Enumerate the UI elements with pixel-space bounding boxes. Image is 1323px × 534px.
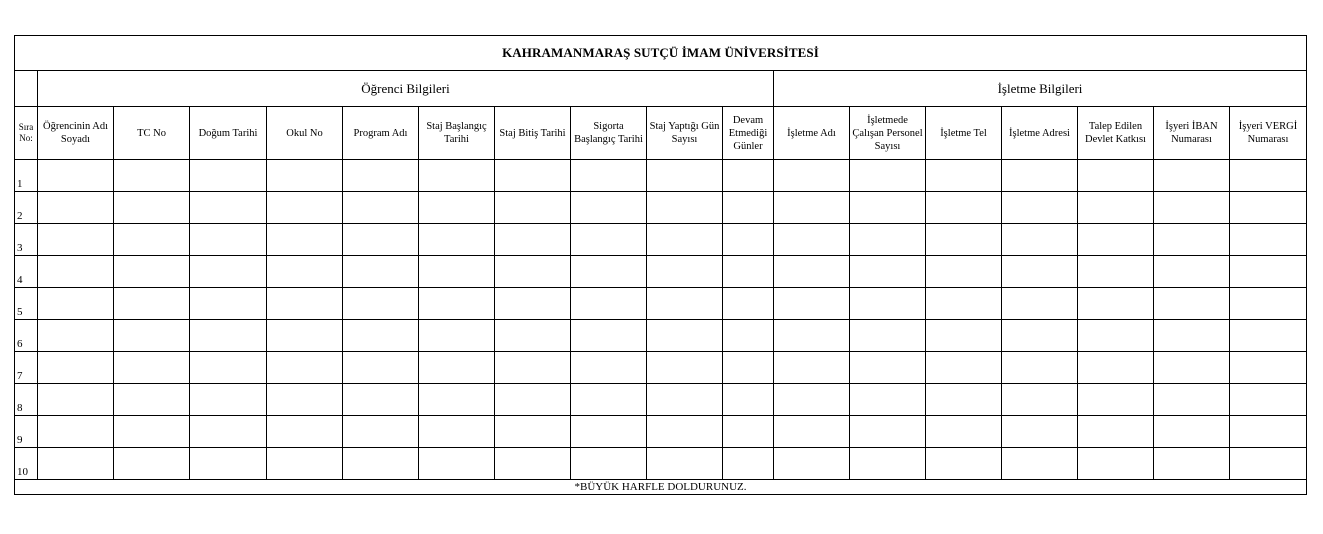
student-info-header: Öğrenci Bilgileri xyxy=(38,71,774,107)
form-cell[interactable] xyxy=(1154,416,1230,448)
form-cell[interactable] xyxy=(38,352,114,384)
form-cell[interactable] xyxy=(647,416,723,448)
form-cell[interactable] xyxy=(774,448,850,480)
form-cell[interactable] xyxy=(850,160,926,192)
form-cell[interactable] xyxy=(343,160,419,192)
form-cell[interactable] xyxy=(343,352,419,384)
form-cell[interactable] xyxy=(419,224,495,256)
form-cell[interactable] xyxy=(1002,448,1078,480)
table-row xyxy=(15,448,1307,480)
form-cell[interactable] xyxy=(647,224,723,256)
form-cell[interactable] xyxy=(419,448,495,480)
form-cell[interactable] xyxy=(723,224,774,256)
form-cell[interactable] xyxy=(267,288,343,320)
uppercase-note: *BÜYÜK HARFLE DOLDURUNUZ. xyxy=(15,480,1307,495)
form-cell[interactable] xyxy=(571,224,647,256)
form-cell[interactable] xyxy=(1230,160,1307,192)
form-cell[interactable] xyxy=(419,288,495,320)
form-cell[interactable] xyxy=(1230,224,1307,256)
form-cell[interactable] xyxy=(774,416,850,448)
form-cell[interactable] xyxy=(850,320,926,352)
table-row xyxy=(15,320,1307,352)
form-cell[interactable] xyxy=(419,160,495,192)
form-cell[interactable] xyxy=(114,416,190,448)
form-cell[interactable] xyxy=(850,384,926,416)
form-cell[interactable] xyxy=(114,320,190,352)
form-cell[interactable] xyxy=(1154,384,1230,416)
form-cell[interactable] xyxy=(1154,256,1230,288)
form-cell[interactable] xyxy=(850,288,926,320)
form-cell[interactable] xyxy=(1154,448,1230,480)
form-cell[interactable] xyxy=(1002,416,1078,448)
form-cell[interactable] xyxy=(850,192,926,224)
form-cell[interactable] xyxy=(571,288,647,320)
form-cell[interactable] xyxy=(267,224,343,256)
form-cell[interactable] xyxy=(343,288,419,320)
form-cell[interactable] xyxy=(343,384,419,416)
column-header: Devam Etmediği Günler xyxy=(723,107,774,160)
form-cell[interactable] xyxy=(114,384,190,416)
form-cell[interactable] xyxy=(38,384,114,416)
form-cell[interactable] xyxy=(190,352,267,384)
form-cell[interactable] xyxy=(647,448,723,480)
form-cell[interactable] xyxy=(267,256,343,288)
form-cell[interactable] xyxy=(774,352,850,384)
data-rows xyxy=(15,160,1307,480)
form-cell[interactable] xyxy=(1230,384,1307,416)
table-row xyxy=(15,256,1307,288)
group-header-row xyxy=(15,71,1307,107)
form-cell[interactable] xyxy=(926,448,1002,480)
form-cell[interactable] xyxy=(38,224,114,256)
form-cell[interactable] xyxy=(1230,288,1307,320)
column-header: Talep Edilen Devlet Katkısı xyxy=(1078,107,1154,160)
form-cell[interactable] xyxy=(267,416,343,448)
form-cell[interactable] xyxy=(774,288,850,320)
form-cell[interactable] xyxy=(1230,192,1307,224)
form-cell[interactable] xyxy=(1078,160,1154,192)
column-header: Staj Bitiş Tarihi xyxy=(495,107,571,160)
row-number: 10 xyxy=(15,448,38,480)
form-cell[interactable] xyxy=(343,320,419,352)
form-cell[interactable] xyxy=(723,160,774,192)
column-header: İşyeri VERGİ Numarası xyxy=(1230,107,1307,160)
column-header: İşyeri İBAN Numarası xyxy=(1154,107,1230,160)
row-number: 5 xyxy=(15,288,38,320)
column-header-row xyxy=(15,107,1307,160)
form-cell[interactable] xyxy=(114,160,190,192)
form-cell[interactable] xyxy=(190,288,267,320)
form-cell[interactable] xyxy=(38,160,114,192)
form-cell[interactable] xyxy=(1078,384,1154,416)
form-cell[interactable] xyxy=(267,384,343,416)
form-cell[interactable] xyxy=(850,352,926,384)
form-cell[interactable] xyxy=(419,384,495,416)
form-cell[interactable] xyxy=(647,288,723,320)
form-cell[interactable] xyxy=(1078,448,1154,480)
row-number: 4 xyxy=(15,256,38,288)
footer-row xyxy=(15,480,1307,495)
title-row xyxy=(15,36,1307,71)
table-row xyxy=(15,352,1307,384)
row-number: 7 xyxy=(15,352,38,384)
form-cell[interactable] xyxy=(419,192,495,224)
internship-form-table xyxy=(14,35,1307,495)
form-cell[interactable] xyxy=(38,256,114,288)
form-cell[interactable] xyxy=(1154,352,1230,384)
form-cell[interactable] xyxy=(38,288,114,320)
form-cell[interactable] xyxy=(1002,224,1078,256)
form-cell[interactable] xyxy=(774,320,850,352)
table-row xyxy=(15,288,1307,320)
column-header: Staj Başlangıç Tarihi xyxy=(419,107,495,160)
form-cell[interactable] xyxy=(1078,256,1154,288)
form-cell[interactable] xyxy=(926,352,1002,384)
row-number: 6 xyxy=(15,320,38,352)
form-cell[interactable] xyxy=(926,192,1002,224)
form-cell[interactable] xyxy=(495,224,571,256)
form-cell[interactable] xyxy=(343,256,419,288)
table-row xyxy=(15,416,1307,448)
form-cell[interactable] xyxy=(571,160,647,192)
form-cell[interactable] xyxy=(38,448,114,480)
form-cell[interactable] xyxy=(571,448,647,480)
column-header: Sigorta Başlangıç Tarihi xyxy=(571,107,647,160)
row-number: 2 xyxy=(15,192,38,224)
form-cell[interactable] xyxy=(1230,448,1307,480)
form-cell[interactable] xyxy=(190,320,267,352)
form-cell[interactable] xyxy=(267,448,343,480)
form-cell[interactable] xyxy=(267,320,343,352)
column-header: Okul No xyxy=(267,107,343,160)
form-cell[interactable] xyxy=(723,192,774,224)
group-spacer-cell xyxy=(15,71,38,107)
form-cell[interactable] xyxy=(1078,320,1154,352)
form-cell[interactable] xyxy=(1154,192,1230,224)
form-cell[interactable] xyxy=(1078,224,1154,256)
form-cell[interactable] xyxy=(190,384,267,416)
form-cell[interactable] xyxy=(495,448,571,480)
form-cell[interactable] xyxy=(114,448,190,480)
column-header: Öğrencinin Adı Soyadı xyxy=(38,107,114,160)
form-cell[interactable] xyxy=(774,192,850,224)
form-cell[interactable] xyxy=(495,160,571,192)
form-cell[interactable] xyxy=(343,224,419,256)
form-cell[interactable] xyxy=(1078,416,1154,448)
column-header: Sıra No: xyxy=(15,107,38,160)
form-cell[interactable] xyxy=(1078,352,1154,384)
form-cell[interactable] xyxy=(1154,224,1230,256)
form-cell[interactable] xyxy=(1002,320,1078,352)
form-cell[interactable] xyxy=(926,288,1002,320)
form-cell[interactable] xyxy=(495,416,571,448)
form-cell[interactable] xyxy=(571,256,647,288)
form-cell[interactable] xyxy=(1154,320,1230,352)
form-cell[interactable] xyxy=(1002,352,1078,384)
form-cell[interactable] xyxy=(926,320,1002,352)
form-cell[interactable] xyxy=(1230,352,1307,384)
university-title: KAHRAMANMARAŞ SUTÇÜ İMAM ÜNİVERSİTESİ xyxy=(15,36,1307,71)
form-cell[interactable] xyxy=(343,448,419,480)
form-cell[interactable] xyxy=(571,192,647,224)
row-number: 9 xyxy=(15,416,38,448)
form-cell[interactable] xyxy=(647,192,723,224)
form-cell[interactable] xyxy=(850,256,926,288)
column-header: Doğum Tarihi xyxy=(190,107,267,160)
form-cell[interactable] xyxy=(723,352,774,384)
form-cell[interactable] xyxy=(571,320,647,352)
form-cell[interactable] xyxy=(343,192,419,224)
form-cell[interactable] xyxy=(850,416,926,448)
form-cell[interactable] xyxy=(38,416,114,448)
form-cell[interactable] xyxy=(774,224,850,256)
form-cell[interactable] xyxy=(267,192,343,224)
form-cell[interactable] xyxy=(1154,288,1230,320)
business-info-header: İşletme Bilgileri xyxy=(774,71,1307,107)
form-cell[interactable] xyxy=(723,288,774,320)
column-header: İşletme Tel xyxy=(926,107,1002,160)
form-cell[interactable] xyxy=(926,160,1002,192)
form-cell[interactable] xyxy=(1230,320,1307,352)
form-cell[interactable] xyxy=(774,256,850,288)
form-cell[interactable] xyxy=(495,384,571,416)
form-cell[interactable] xyxy=(926,224,1002,256)
form-cell[interactable] xyxy=(723,320,774,352)
form-cell[interactable] xyxy=(38,320,114,352)
column-header: İşletme Adı xyxy=(774,107,850,160)
form-cell[interactable] xyxy=(114,288,190,320)
row-number: 1 xyxy=(15,160,38,192)
form-cell[interactable] xyxy=(114,192,190,224)
form-cell[interactable] xyxy=(267,160,343,192)
form-cell[interactable] xyxy=(723,448,774,480)
column-header: Program Adı xyxy=(343,107,419,160)
form-cell[interactable] xyxy=(190,224,267,256)
form-cell[interactable] xyxy=(647,256,723,288)
form-cell[interactable] xyxy=(850,224,926,256)
form-cell[interactable] xyxy=(723,416,774,448)
form-cell[interactable] xyxy=(419,320,495,352)
column-header: Staj Yaptığı Gün Sayısı xyxy=(647,107,723,160)
form-cell[interactable] xyxy=(1002,288,1078,320)
form-cell[interactable] xyxy=(1002,192,1078,224)
form-cell[interactable] xyxy=(495,320,571,352)
form-cell[interactable] xyxy=(926,416,1002,448)
form-cell[interactable] xyxy=(1002,384,1078,416)
form-cell[interactable] xyxy=(926,256,1002,288)
form-cell[interactable] xyxy=(1078,288,1154,320)
form-cell[interactable] xyxy=(926,384,1002,416)
row-number: 3 xyxy=(15,224,38,256)
form-cell[interactable] xyxy=(723,384,774,416)
table-row xyxy=(15,224,1307,256)
form-cell[interactable] xyxy=(774,384,850,416)
form-cell[interactable] xyxy=(190,160,267,192)
form-cell[interactable] xyxy=(114,352,190,384)
form-cell[interactable] xyxy=(267,352,343,384)
form-cell[interactable] xyxy=(1002,160,1078,192)
form-cell[interactable] xyxy=(850,448,926,480)
form-cell[interactable] xyxy=(1230,256,1307,288)
form-cell[interactable] xyxy=(114,224,190,256)
form-cell[interactable] xyxy=(190,192,267,224)
form-cell[interactable] xyxy=(114,256,190,288)
table-row xyxy=(15,192,1307,224)
form-cell[interactable] xyxy=(571,416,647,448)
form-cell[interactable] xyxy=(419,352,495,384)
form-cell[interactable] xyxy=(647,352,723,384)
form-cell[interactable] xyxy=(495,288,571,320)
form-cell[interactable] xyxy=(495,192,571,224)
table-row xyxy=(15,384,1307,416)
form-cell[interactable] xyxy=(419,256,495,288)
form-cell[interactable] xyxy=(190,256,267,288)
form-cell[interactable] xyxy=(190,448,267,480)
form-cell[interactable] xyxy=(190,416,267,448)
form-cell[interactable] xyxy=(495,352,571,384)
form-cell[interactable] xyxy=(1230,416,1307,448)
form-cell[interactable] xyxy=(1154,160,1230,192)
form-cell[interactable] xyxy=(647,384,723,416)
form-cell[interactable] xyxy=(419,416,495,448)
column-header: İşletme Adresi xyxy=(1002,107,1078,160)
column-header: İşletmede Çalışan Personel Sayısı xyxy=(850,107,926,160)
row-number: 8 xyxy=(15,384,38,416)
table-row xyxy=(15,160,1307,192)
form-cell[interactable] xyxy=(38,192,114,224)
form-cell[interactable] xyxy=(723,256,774,288)
form-cell[interactable] xyxy=(571,352,647,384)
column-header: TC No xyxy=(114,107,190,160)
form-cell[interactable] xyxy=(647,320,723,352)
form-cell[interactable] xyxy=(1078,192,1154,224)
form-cell[interactable] xyxy=(774,160,850,192)
form-cell[interactable] xyxy=(495,256,571,288)
form-cell[interactable] xyxy=(647,160,723,192)
form-cell[interactable] xyxy=(343,416,419,448)
form-cell[interactable] xyxy=(571,384,647,416)
form-cell[interactable] xyxy=(1002,256,1078,288)
